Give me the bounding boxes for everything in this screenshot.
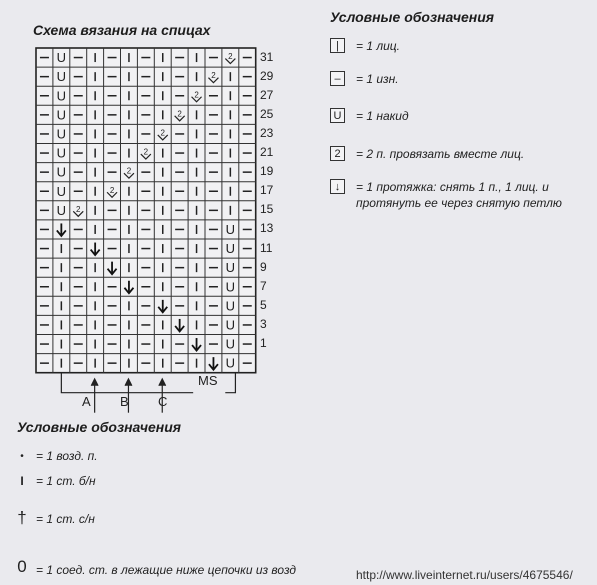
legend-text: = 1 ст. с/н bbox=[36, 512, 95, 526]
yarn-over bbox=[57, 146, 66, 161]
legend-text: = 1 соед. ст. в лежащие ниже цепочки из возд bbox=[36, 563, 297, 577]
row-number: 5 bbox=[260, 297, 267, 312]
yarn-over bbox=[57, 50, 66, 65]
svg-text:2: 2 bbox=[76, 204, 81, 214]
column-label-b: B bbox=[120, 394, 129, 409]
svg-text:U: U bbox=[56, 183, 67, 199]
yarn-over bbox=[226, 260, 235, 275]
row-number: 9 bbox=[260, 259, 267, 274]
watermark-url: http://www.liveinternet.ru/users/4675546/ bbox=[356, 568, 573, 582]
slip-stitch-teardrop-icon: 0 bbox=[17, 557, 27, 576]
row-number: 23 bbox=[260, 125, 274, 140]
row-number: 7 bbox=[260, 278, 267, 293]
svg-text:2: 2 bbox=[194, 90, 199, 100]
svg-text:U: U bbox=[225, 298, 236, 314]
yarn-over-symbol-icon: U bbox=[330, 108, 345, 123]
yarn-over bbox=[226, 279, 235, 294]
svg-text:U: U bbox=[225, 221, 236, 237]
row-number: 25 bbox=[260, 106, 274, 121]
yarn-over bbox=[57, 69, 66, 84]
yarn-over bbox=[226, 337, 235, 352]
row-number: 29 bbox=[260, 68, 274, 83]
yarn-over bbox=[226, 222, 235, 237]
svg-text:U: U bbox=[56, 145, 67, 161]
column-arrow-icon bbox=[91, 379, 98, 413]
crochet-legend-title: Условные обозначения bbox=[17, 419, 182, 435]
svg-text:U: U bbox=[225, 279, 236, 295]
yarn-over bbox=[57, 107, 66, 122]
yarn-over bbox=[57, 203, 66, 218]
svg-text:2: 2 bbox=[160, 128, 165, 138]
svg-text:2: 2 bbox=[211, 71, 216, 81]
dc-cross-icon: † bbox=[17, 508, 27, 527]
row-number: 31 bbox=[260, 49, 274, 64]
svg-text:U: U bbox=[56, 202, 67, 218]
column-label-a: A bbox=[82, 394, 91, 409]
svg-text:U: U bbox=[56, 88, 67, 104]
chart-title: Схема вязания на спицах bbox=[33, 22, 211, 38]
legend-text: = 1 накид bbox=[356, 109, 409, 123]
row-number: 15 bbox=[260, 202, 274, 217]
row-number: 19 bbox=[260, 164, 274, 179]
legend-text: = 1 ст. б/н bbox=[36, 474, 96, 488]
svg-text:U: U bbox=[225, 317, 236, 333]
legend-text-line2: протянуть ее через снятую петлю bbox=[356, 196, 562, 210]
svg-text:U: U bbox=[56, 107, 67, 123]
yarn-over bbox=[226, 241, 235, 256]
chain-dot-icon: • bbox=[20, 451, 24, 462]
row-number: 17 bbox=[260, 183, 274, 198]
row-number: 13 bbox=[260, 221, 274, 236]
svg-text:2: 2 bbox=[126, 166, 132, 176]
row-number: 27 bbox=[260, 87, 274, 102]
legend-text: = 1 изн. bbox=[356, 72, 399, 86]
svg-text:U: U bbox=[225, 355, 236, 371]
yarn-over bbox=[57, 165, 66, 180]
legend-text: = 1 возд. п. bbox=[36, 449, 98, 463]
svg-text:2: 2 bbox=[109, 185, 115, 195]
svg-text:U: U bbox=[56, 164, 67, 180]
knit-symbol-icon: | bbox=[330, 38, 345, 53]
yarn-over bbox=[57, 184, 66, 199]
row-number: 11 bbox=[260, 240, 273, 255]
row-number: 3 bbox=[260, 316, 267, 331]
svg-text:U: U bbox=[56, 126, 67, 142]
svg-text:U: U bbox=[225, 336, 236, 352]
purl-symbol-icon: – bbox=[330, 71, 345, 86]
slip-pass-arrow-icon: ↓ bbox=[330, 179, 345, 194]
svg-text:2: 2 bbox=[228, 52, 233, 62]
column-label-c: C bbox=[158, 394, 168, 409]
yarn-over bbox=[226, 298, 235, 313]
svg-text:U: U bbox=[225, 260, 236, 276]
svg-text:2: 2 bbox=[177, 109, 182, 119]
row-number: 1 bbox=[260, 336, 267, 351]
k2tog-symbol-icon: 2 bbox=[330, 146, 345, 161]
yarn-over bbox=[57, 126, 66, 141]
svg-text:2: 2 bbox=[143, 147, 149, 157]
repeat-label: MS bbox=[198, 373, 218, 388]
legend-text: = 2 п. провязать вместе лиц. bbox=[356, 147, 525, 161]
svg-text:U: U bbox=[225, 241, 236, 257]
row-number: 21 bbox=[260, 145, 274, 160]
repeat-bracket bbox=[225, 373, 235, 393]
legend-text bbox=[356, 179, 562, 211]
yarn-over bbox=[57, 88, 66, 103]
legend-text: = 1 лиц. bbox=[356, 39, 400, 53]
sc-bar-icon: I bbox=[20, 474, 24, 488]
legend-title: Условные обозначения bbox=[330, 9, 495, 25]
legend-text-line1: = 1 протяжка: снять 1 п., 1 лиц. и bbox=[356, 180, 549, 194]
yarn-over bbox=[226, 356, 235, 371]
svg-text:U: U bbox=[56, 50, 67, 66]
svg-text:U: U bbox=[56, 69, 67, 85]
yarn-over bbox=[226, 317, 235, 332]
